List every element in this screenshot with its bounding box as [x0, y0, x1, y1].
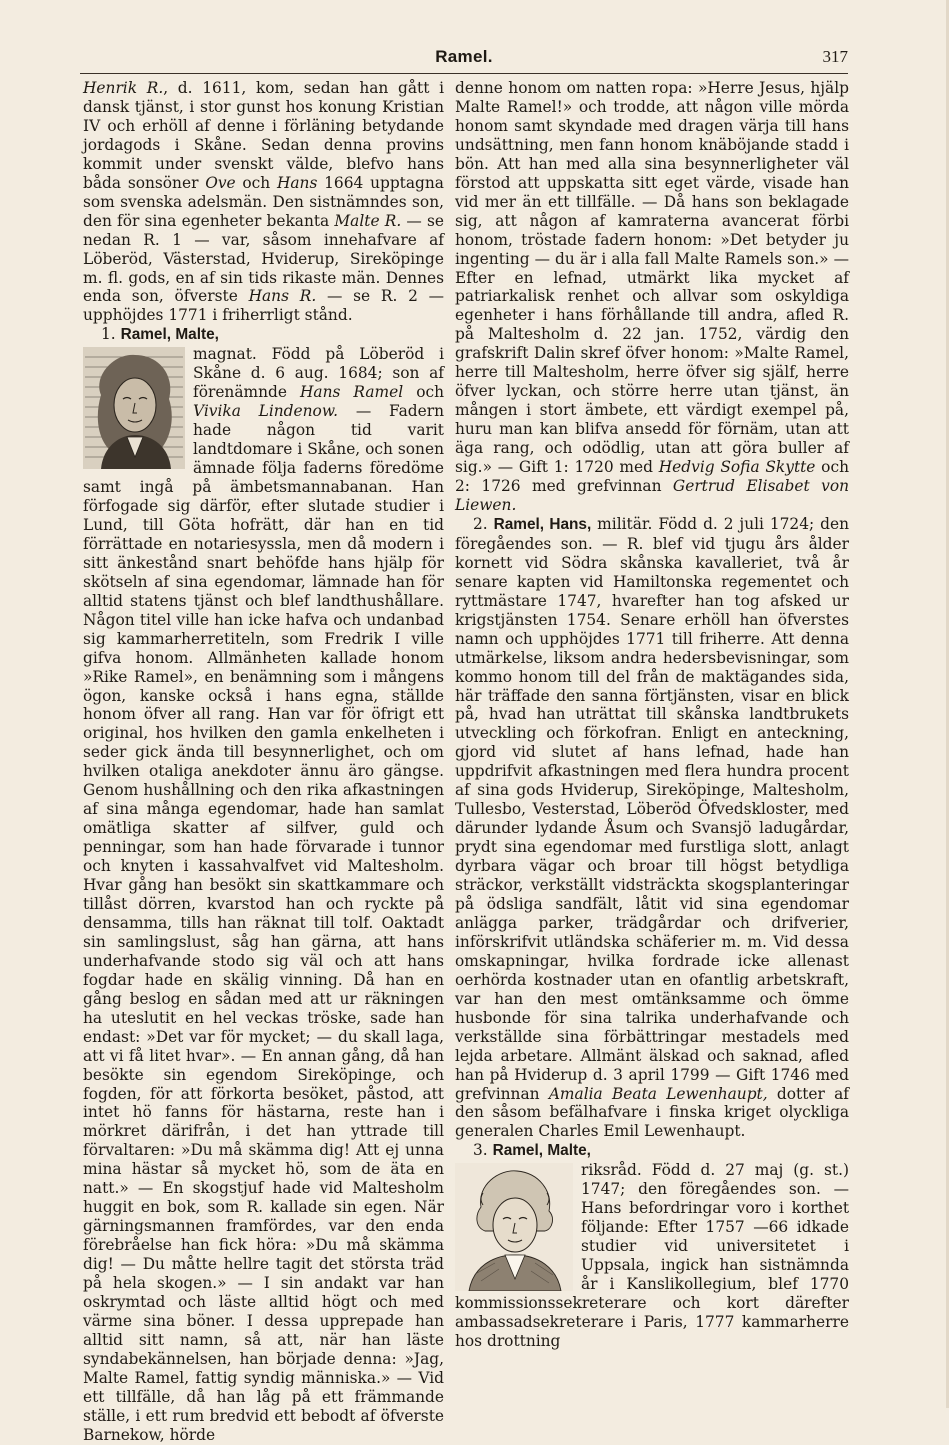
- entry-number: 1.: [101, 325, 121, 344]
- portrait-engraving-icon: [83, 347, 185, 469]
- name-amalia-lewenhaupt: Amalia Beata Lewenhaupt,: [548, 1084, 768, 1103]
- portrait-engraving-icon: [455, 1163, 573, 1291]
- entry-number: 2.: [473, 514, 494, 533]
- header-rule: [80, 73, 848, 74]
- name-vivika-lindenow: Vivika Lindenow.: [193, 402, 339, 421]
- text: och: [235, 173, 277, 192]
- left-column: [83, 79, 444, 1445]
- portrait-malte-ramel: [83, 347, 185, 469]
- text: riksråd. Född d. 27 maj (g. st.) 1747; den föregåendes son. — Hans befordringar voro i korthet följande: Efter 1757 —66 idkade studier vid universitetet i Uppsala, ingick han sistnämnda år i Kanslikollegium, blef 1770 kommissionssekreterare och kort därefter ambassadsekreterare i Paris, 1777 kammarherre hos drottning: [455, 1161, 849, 1350]
- entry-3-malte-ramel: [455, 1141, 849, 1350]
- name-hans-ramel: Hans Ramel: [300, 383, 404, 402]
- portrait-malte-ramel-riksrad: [455, 1163, 573, 1291]
- name-malte: Malte R.: [334, 211, 402, 230]
- name-hedvig-skytte: Hedvig Sofia Skytte: [658, 458, 816, 477]
- running-head: Ramel.: [435, 47, 493, 66]
- text: — Fadern hade någon tid varit landtdomare i Skåne, och sonen ämnade följa faderns föredöme samt ingå på ämbetsmannabanan. Han förfogade sig därför, efter slutade studier i Lund, till Göta hofrätt, där han en tid förrättade en notariesyssla, men då modern i sitt änkestånd snart behöfde hans hjälp för skötseln af sina egendomar, lämnade han för alltid statens tjänst och blef landthushållare. Någon titel ville han icke hafva och undanbad sig kammarherretiteln, som Fredrik I ville gifva honom. Allmänheten kallade honom »Rike Ramel», en benämning som i mångens ögon, kanske också i hans egna, ställde honom öfver all rang. Han var för öfrigt ett original, hos hvilken den gamla enkelheten i seder gick ända till besynnerlighet, och om hvilken otaliga anekdoter ännu äro gängse. Genom hushållning och den rika afkastningen af sina många egendomar, hade han samlat omätliga skatter af silfver, guld och penningar, som han hade förvarade i tunnor och knyten i kassahvalfvet vid Maltesholm. Hvar gång han besökt sin skattkammare och tillåst dörren, kvarstod han och ryckte på densamma, tills han räknat till tolf. Oaktadt sin samlingslust, såg han gärna, att hans underhafvande stodo sig väl och att hans fogdar hade en skälig vinning. Då han en gång beslog en sådan med att ur räkningen ha uteslutit en hel veckas tröske, sade han endast: »Det var för mycket; — du skall laga, att vi få litet hvar». — En annan gång, då han besökte sin egendom Sireköpinge, och fogden, för att förkorta besöket, påstod, att intet hö fanns för hästarna, reste han i mörkret därifrån, i det han yttrade till förvaltaren: »Du må skämma dig! Att ej unna mina hästar så mycket hö, som de äta en natt.» — En skogstjuf hade vid Maltesholm huggit en bok, som R. kallade sin egen. När gärningsmannen framfördes, var den enda förebråelse han fick höra: »Du må skämma dig! — Du måtte hellre tagit det största träd på hela skogen.» — I sin andakt var han oskrymtad och läste alltid högt och med värme sina böner. I dessa upprepade han alltid sitt namn, så att, när han läste syndabekännelsen, han började denna: »Jag, Malte Ramel, fattig syndig människa.» — Vid ett tillfälle, då han låg på ett främmande ställe, i ett rum bredvid ett bebodt af öfverste Barnekow, hörde: [83, 402, 445, 1444]
- entry-1-continued: [455, 79, 849, 515]
- name-henrik: Henrik R.: [83, 79, 164, 97]
- text: 1664 upptagna som svenska adelsmän. Den sistnämndes son, den för sina egenheter bekanta: [83, 173, 444, 230]
- name-gertrud-liewen: Gertrud Elisabet von Liewen.: [455, 477, 849, 514]
- text: och: [403, 383, 444, 402]
- name-ove: Ove: [205, 173, 236, 192]
- text: — se nedan R. 1 — var, såsom innehafvare af Löberöd, Västerstad, Hviderup, Sireköpinge m. fl. gods, en af sin tids rikaste män. Dennes enda son, öfverste: [83, 211, 444, 306]
- text: , d. 1611, kom, sedan han gått i dansk tjänst, i stor gunst hos konung Kristian IV och erhöll af denne i förläning betydande jordagods i Skåne. Sedan denna provins kommit under svenskt välde, blefvo hans båda sonsöner: [83, 79, 445, 192]
- entry-1-malte-ramel: [83, 325, 444, 1444]
- entry-heading: Ramel, Malte,: [492, 1142, 591, 1160]
- entry-heading: Ramel, Hans,: [493, 515, 592, 533]
- text: militär. Född d. 2 juli 1724; den föregåendes son. — R. blef vid tjugu års ålder kornett vid Södra skånska kavalleriet, två år senare kapten vid Hamiltonska regementet och ryttmästare 1747, hvarefter han tog afsked ur krigstjänsten 1754. Senare erhöll han öfverstes namn och upphöjdes 1771 till friherre. Att denna utmärkelse, liksom andra hedersbevisningar, som kommo honom till del från de maktägandes sida, här träffade den sanna förtjänsten, visar en blick på, hvad han uträttat till skånska landtbrukets utveckling och förkofran. Enligt en anteckning, gjord vid slutet af hans lefnad, hade han uppdrifvit afkastningen med flera hundra procent af sina gods Hviderup, Sireköpinge, Maltesholm, Tullesbo, Vesterstad, Löberöd Öfvedskloster, med därunder lydande Åsum och Svansjö ladugårdar, prydt sina egendomar med furstliga slott, anlagt dyrbara vägar och broar till högst betydliga sträckor, verkställt vidsträckta skogsplanteringar på ödsliga sandfält, låtit vid sina egendomar anlägga parker, trädgårdar och drifverier, införskrifvit utländska schäferier m. m. Vid dessa omskapningar, hvilka fordrade icke allenast oerhörda kostnader utan en ofantlig arbetskraft, var han den mest omtänksamme och ömme husbonde för sina talrika underhafvande och verkställde sina förbättringar mestadels med lejda arbetare. Allmänt älskad och saknad, afled han på Hviderup d. 3 april 1799 — Gift 1746 med grefvinnan: [455, 514, 849, 1103]
- text: och 2: 1726 med grefvinnan: [455, 458, 849, 496]
- entry-heading: Ramel, Malte,: [120, 326, 219, 344]
- text: magnat. Född på Löberöd i Skåne d. 6 aug. 1684; son af förenämnde: [193, 345, 444, 402]
- page-header: [80, 47, 848, 73]
- text: dotter af den såsom befälhafvare i finska kriget olyckliga generalen Charles Emil Lewenhaupt.: [455, 1084, 849, 1141]
- right-column: [455, 79, 849, 1351]
- text: — se R. 2 — upphöjdes 1771 i friherrligt stånd.: [83, 287, 445, 325]
- name-hans: Hans: [276, 173, 318, 192]
- entry-2-hans-ramel: [455, 515, 849, 1141]
- entry-number: 3.: [473, 1141, 493, 1160]
- intro-paragraph: [83, 79, 444, 325]
- page-number: 317: [822, 47, 848, 66]
- name-hans-r: Hans R.: [248, 287, 317, 306]
- text: denne honom om natten ropa: »Herre Jesus, hjälp Malte Ramel!» och trodde, att någon ville mörda honom samt skyndade med dragen värja till hans undsättning, men fann honom knäböjande stadd i bön. Att han med alla sina besynnerligheter väl förstod att uppskatta sitt eget värde, visade han vid mer än ett tillfälle. — Då hans son beklagade sig, att någon af kamraterna avancerat förbi honom, tröstade fadern honom: »Det betyder ju ingenting — du är i alla fall Malte Ramels son.» — Efter en lefnad, utmärkt lika mycket af patriarkalisk renhet och allvar som oskyldiga egenheter i hans förhållande till andra, afled R. på Maltesholm d. 22 jan. 1752, värdig den grafskrift Dalin skref öfver honom: »Malte Ramel, herre till Maltesholm, herre öfver sig själf, herre öfver lyckan, och större herre utan tjänst, än mången i stort ämbete, ett värdigt exempel på, huru man kan blifva ansedd för förnäm, utan att äga rang, och odödlig, utan att göra buller af sig.» — Gift 1: 1720 med: [455, 79, 849, 477]
